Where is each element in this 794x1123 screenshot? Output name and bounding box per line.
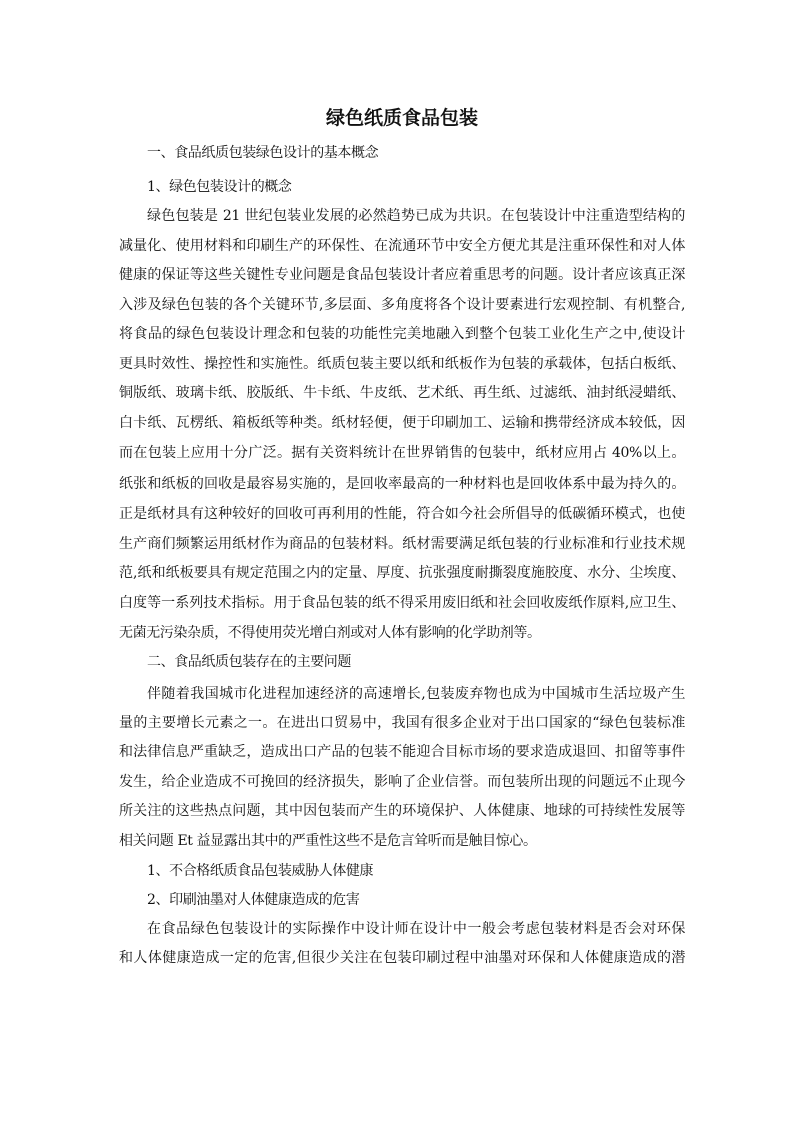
paragraph-line: 和法律信息严重缺乏，造成出口产品的包装不能迎合目标市场的要求造成退回、扣留等事件 <box>119 744 685 760</box>
subsection-heading-1-1: 1、绿色包装设计的概念 <box>147 179 292 195</box>
paragraph-line: 发生，给企业造成不可挽回的经济损失，影响了企业信誉。而包装所出现的问题远不止现今 <box>119 774 685 790</box>
paragraph-line: 将食品的绿色包装设计理念和包装的功能性完美地融入到整个包装工业化生产之中,使设计 <box>119 326 685 342</box>
document-title: 绿色纸质食品包装 <box>325 107 478 129</box>
paragraph-line: 减量化、使用材料和印刷生产的环保性、在流通环节中安全方便尤其是注重环保性和对人体 <box>119 238 685 254</box>
paragraph-line: 入涉及绿色包装的各个关键环节,多层面、多角度将各个设计要素进行宏观控制、有机整合, <box>119 297 685 313</box>
paragraph-line: 正是纸材具有这种较好的回收可再利用的性能，符合如今社会所倡导的低碳循环模式，也使 <box>119 506 685 522</box>
paragraph-line: 伴随着我国城市化进程加速经济的高速增长,包装废弃物也成为中国城市生活垃圾产生 <box>147 686 685 702</box>
paragraph-line: 所关注的这些热点问题，其中因包装而产生的环境保护、人体健康、地球的可持续性发展等 <box>119 803 685 819</box>
paragraph-line: 纸张和纸板的回收是最容易实施的，是回收率最高的一种材料也是回收体系中最为持久的。 <box>119 476 685 492</box>
paragraph-line: 在食品绿色包装设计的实际操作中设计师在设计中一般会考虑包装材料是否会对环保 <box>147 921 685 937</box>
subsection-heading-2-2: 2、印刷油墨对人体健康造成的危害 <box>147 892 360 908</box>
paragraph-line: 量的主要增长元素之一。在进出口贸易中，我国有很多企业对于出口国家的“绿色包装标准 <box>119 715 685 731</box>
paragraph-line: 范,纸和纸板要具有规定范围之内的定量、厚度、抗张强度耐撕裂度施胶度、水分、尘埃度、 <box>119 565 685 581</box>
paragraph-line: 健康的保证等这些关键性专业问题是食品包装设计者应着重思考的问题。设计者应该真正深 <box>119 267 685 283</box>
paragraph-line: 而在包装上应用十分广泛。据有关资料统计在世界销售的包装中，纸材应用占 40%以上。 <box>119 445 685 461</box>
paragraph-line: 生产商们频繁运用纸材作为商品的包装材料。纸材需要满足纸包装的行业标准和行业技术规 <box>119 536 685 552</box>
paragraph-line: 白卡纸、瓦楞纸、箱板纸等种类。纸材轻便，便于印刷加工、运输和携带经济成本较低，因 <box>119 415 685 431</box>
section-heading-2: 二、食品纸质包装存在的主要问题 <box>147 654 351 670</box>
paragraph-line: 和人体健康造成一定的危害,但很少关注在包装印刷过程中油墨对环保和人体健康造成的潜 <box>119 950 685 966</box>
section-heading-1: 一、食品纸质包装绿色设计的基本概念 <box>147 145 379 161</box>
paragraph-line: 铜版纸、玻璃卡纸、胶版纸、牛卡纸、牛皮纸、艺术纸、再生纸、过滤纸、油封纸浸蜡纸、 <box>119 385 685 401</box>
paragraph-line: 白度等一系列技术指标。用于食品包装的纸不得采用废旧纸和社会回收废纸作原料,应卫生、 <box>119 595 685 611</box>
paragraph-line: 更具时效性、操控性和实施性。纸质包装主要以纸和纸板作为包装的承载体，包括白板纸、 <box>119 356 685 372</box>
paragraph-line: 绿色包装是 21 世纪包装业发展的必然趋势已成为共识。在包装设计中注重造型结构的 <box>147 208 685 224</box>
paragraph-line: 相关问题 Et 益显露出其中的严重性这些不是危言耸听而是触目惊心。 <box>119 833 537 849</box>
paragraph-line: 无菌无污染杂质，不得使用荧光增白剂或对人体有影响的化学助剂等。 <box>119 625 541 641</box>
subsection-heading-2-1: 1、不合格纸质食品包装威胁人体健康 <box>147 863 374 879</box>
